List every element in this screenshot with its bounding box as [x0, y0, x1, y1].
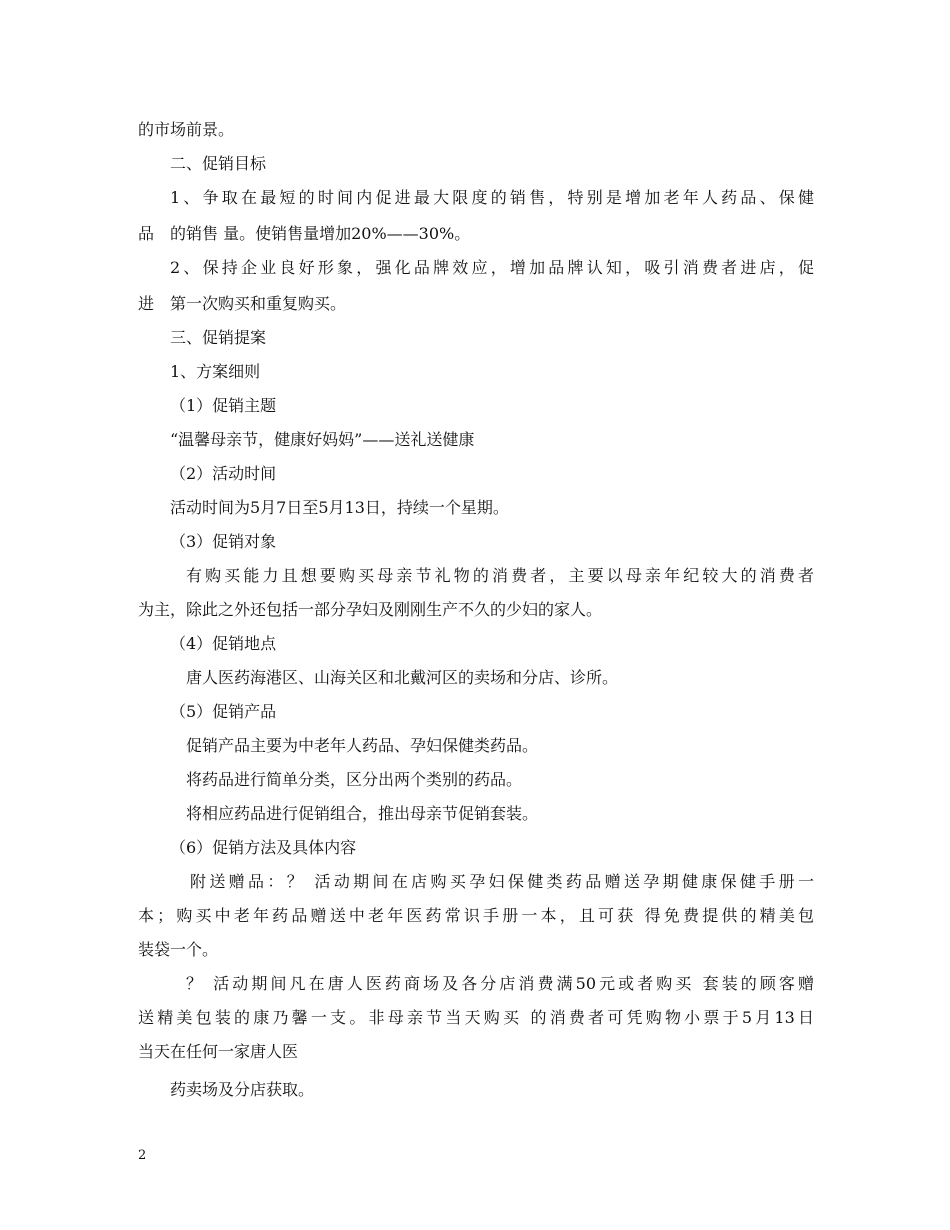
text-line: 将相应药品进行促销组合，推出母亲节促销套装。: [186, 804, 539, 823]
sub-heading: （1）促销主题: [170, 396, 277, 415]
text-line: 2、保持企业良好形象，强化品牌效应，增加品牌认知，吸引消费者进店，促: [170, 258, 814, 277]
text-line: 装袋一个。: [138, 940, 219, 959]
section-heading: 三、促销提案: [170, 328, 267, 347]
text-line: 将药品进行简单分类，区分出两个类别的药品。: [186, 770, 523, 789]
text-line: 唐人医药海港区、山海关区和北戴河区的卖场和分店、诊所。: [186, 668, 619, 687]
sub-heading: 1、方案细则: [170, 362, 261, 381]
text-line: 为主，除此之外还包括一部分孕妇及刚刚生产不久的少妇的家人。: [138, 600, 603, 619]
text-line: 送精美包装的康乃馨一支。非母亲节当天购买 的消费者可凭购物小票于5月13日: [138, 1008, 814, 1027]
text-line: 的市场前景。: [138, 120, 235, 139]
text-line: 当天在任何一家唐人医: [138, 1042, 299, 1061]
text-line: ？ 活动期间凡在唐人医药商场及各分店消费满50元或者购买 套装的顾客赠: [186, 974, 814, 993]
sub-heading: （3）促销对象: [170, 532, 277, 551]
text-line: 进 第一次购买和重复购买。: [138, 294, 347, 313]
page-number: 2: [138, 1148, 147, 1163]
text-line: 1、争取在最短的时间内促进最大限度的销售，特别是增加老年人药品、保健: [170, 188, 814, 207]
sub-heading: （4）促销地点: [170, 634, 277, 653]
sub-heading: （6）促销方法及具体内容: [170, 838, 357, 857]
text-line: 有购买能力且想要购买母亲节礼物的消费者，主要以母亲年纪较大的消费者: [186, 566, 814, 585]
text-line: 活动时间为5月7日至5月13日，持续一个星期。: [170, 498, 509, 517]
text-line: “温馨母亲节，健康好妈妈”——送礼送健康: [170, 430, 475, 449]
sub-heading: （5）促销产品: [170, 702, 277, 721]
text-line: 本；购买中老年药品赠送中老年医药常识手册一本，且可获 得免费提供的精美包: [138, 906, 814, 925]
text-line: 促销产品主要为中老年人药品、孕妇保健类药品。: [186, 736, 539, 755]
text-line: 品 的销售 量。使销售量增加20%——30%。: [138, 224, 471, 243]
text-line: 附送赠品：？ 活动期间在店购买孕妇保健类药品赠送孕期健康保健手册一: [190, 872, 814, 891]
section-heading: 二、促销目标: [170, 154, 267, 173]
text-line: 药卖场及分店获取。: [170, 1080, 315, 1099]
sub-heading: （2）活动时间: [170, 464, 277, 483]
